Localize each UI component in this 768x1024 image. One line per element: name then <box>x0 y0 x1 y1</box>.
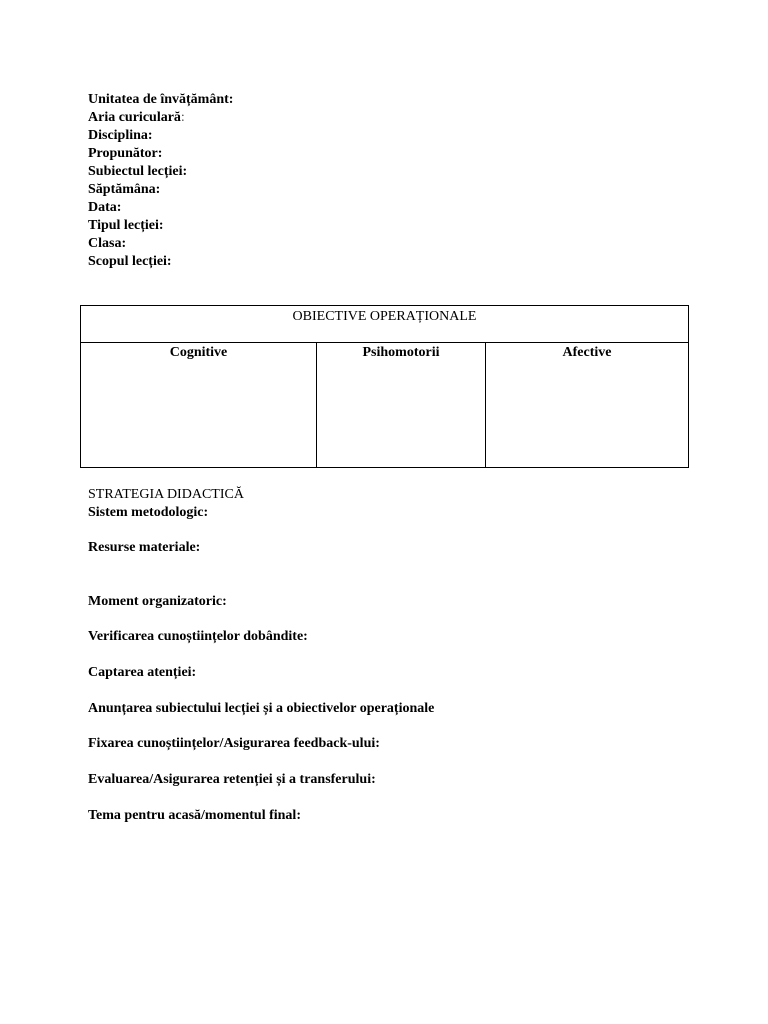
resurse-materiale-label: Resurse materiale: <box>88 540 201 555</box>
field-aria-curiculara: Aria curiculară: <box>88 110 185 125</box>
column-header-cognitive: Cognitive <box>169 345 228 360</box>
column-cognitive <box>81 343 317 467</box>
field-clasa: Clasa: <box>88 236 127 251</box>
field-subiectul: Subiectul lecției: <box>88 164 188 179</box>
field-tipul: Tipul lecției: <box>88 218 164 233</box>
field-propunator: Propunător: <box>88 146 163 161</box>
objectives-table <box>80 305 689 468</box>
step-evaluarea: Evaluarea/Asigurarea retenției și a transferului: <box>88 772 376 787</box>
step-moment-organizatoric: Moment organizatoric: <box>88 594 227 609</box>
field-saptamana: Săptămâna: <box>88 182 161 197</box>
field-scopul: Scopul lecției: <box>88 254 172 269</box>
column-psihomotorii <box>317 343 486 467</box>
column-afective <box>486 343 688 467</box>
step-captarea: Captarea atenției: <box>88 665 197 680</box>
step-verificarea: Verificarea cunoștiințelor dobândite: <box>88 629 308 644</box>
field-data: Data: <box>88 200 122 215</box>
step-tema: Tema pentru acasă/momentul final: <box>88 808 301 823</box>
strategy-section <box>88 486 244 504</box>
column-header-psihomotorii: Psihomotorii <box>362 345 440 360</box>
lesson-header-fields <box>88 91 233 271</box>
column-header-afective: Afective <box>562 345 612 360</box>
strategy-title: STRATEGIA DIDACTICĂ <box>88 487 244 502</box>
field-unitatea: Unitatea de învățământ: <box>88 92 234 107</box>
sistem-metodologic-label: Sistem metodologic: <box>88 505 209 520</box>
objectives-title: OBIECTIVE OPERAȚIONALE <box>81 306 688 343</box>
step-anuntarea: Anunțarea subiectului lecției și a obiectivelor operaționale <box>88 701 435 716</box>
step-fixarea: Fixarea cunoștiințelor/Asigurarea feedback-ului: <box>88 736 380 751</box>
field-disciplina: Disciplina: <box>88 128 153 143</box>
